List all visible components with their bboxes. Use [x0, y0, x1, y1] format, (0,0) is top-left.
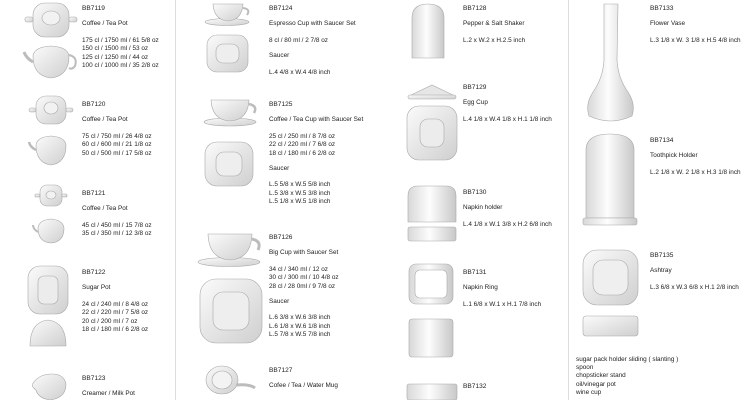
- spec-line: L.4 1/8 x W.1 3/8 x H.2 6/8 inch: [463, 220, 552, 228]
- product-code: BB7129: [463, 84, 487, 91]
- product-specs: [463, 221, 552, 229]
- product-name: Egg Cup: [463, 99, 488, 107]
- product-entry: [269, 101, 363, 207]
- note-item: oil/vinegar pot: [576, 380, 616, 388]
- spec-line: 18 cl / 180 ml / 6 2/8 oz: [82, 326, 149, 334]
- product-illustration: [407, 384, 457, 400]
- spec-line: 45 cl / 450 ml / 15 7/8 oz: [82, 221, 152, 229]
- spec-line: 34 cl / 340 ml / 12 oz: [269, 265, 328, 273]
- spec-line: L.5 3/8 x W.5 3/8 inch: [269, 189, 331, 197]
- spec-line: 18 cl / 180 ml / 6 2/8 oz: [269, 149, 336, 157]
- product-entry: [463, 269, 541, 309]
- product-code: BB7135: [650, 252, 674, 259]
- spec-line: L.5 7/8 x W.5 7/8 inch: [269, 331, 331, 339]
- product-code: BB7122: [82, 269, 106, 276]
- spec-line: 24 cl / 240 ml / 8 4/8 oz: [82, 300, 149, 308]
- product-name: Napkin Ring: [463, 284, 498, 292]
- note-item: chopsticker stand: [576, 372, 626, 380]
- product-entry: [82, 5, 159, 70]
- product-name: Flower Vase: [650, 20, 686, 28]
- teapot-illustration: [24, 3, 77, 78]
- teapot-illustration: [33, 185, 67, 243]
- product-name: Coffee / Tea Pot: [82, 20, 128, 28]
- spec-line: L.3 6/8 x W.3 6/8 x H.1 2/8 inch: [650, 283, 739, 291]
- product-name: Coffee / Tea Cup with Saucer Set: [269, 116, 364, 124]
- product-code: BB7125: [269, 101, 293, 108]
- spec-line: L.4 4/8 x W.4 4/8 inch: [269, 68, 331, 76]
- product-entry: [463, 189, 552, 229]
- spec-line: 22 cl / 220 ml / 7 5/8 oz: [82, 309, 149, 317]
- product-name: Coffee / Tea Pot: [82, 116, 128, 124]
- product-code: BB7133: [650, 5, 674, 12]
- spec-line: 35 cl / 350 ml / 12 3/8 oz: [82, 230, 152, 238]
- saucer-label: Saucer: [269, 165, 290, 173]
- creamer-illustration: [32, 374, 66, 400]
- saucer-label: Saucer: [269, 52, 290, 60]
- spec-line: 22 cl / 220 ml / 7 6/8 oz: [269, 141, 336, 149]
- product-entry: [82, 101, 152, 158]
- product-specs: [82, 301, 148, 335]
- product-entry: [269, 367, 338, 391]
- spec-line: 28 cl / 28 0ml / 9 7/8 oz: [269, 282, 336, 290]
- spec-line: 100 cl / 1000 ml / 35 2/8 oz: [82, 62, 159, 70]
- product-entry: [463, 84, 552, 124]
- saucer-specs: [269, 314, 339, 339]
- coffee-cup-illustration: [204, 100, 256, 186]
- product-name: Espresso Cup with Saucer Set: [269, 20, 356, 28]
- product-code: BB7131: [463, 269, 487, 276]
- product-code: BB7130: [463, 189, 487, 196]
- notes-list: [576, 356, 678, 397]
- product-code: BB7126: [269, 234, 293, 241]
- note-item: sugar pack holder sliding ( slanting ): [576, 356, 679, 363]
- product-name: Pepper & Salt Shaker: [463, 20, 525, 28]
- spec-line: L.2 1/8 x W. 2 1/8 x H.3 1/8 inch: [650, 168, 741, 176]
- product-name: Creamer / Milk Pot: [82, 390, 135, 398]
- spec-line: 50 cl / 500 ml / 17 5/8 oz: [82, 149, 152, 157]
- spec-line: 25 cl / 250 ml / 8 7/8 oz: [269, 132, 336, 140]
- ashtray-illustration: [583, 250, 638, 336]
- product-name: Cofee / Tea / Water Mug: [269, 382, 338, 390]
- product-entry: [650, 252, 739, 292]
- teapot-illustration: [29, 96, 73, 165]
- product-specs: [463, 37, 525, 45]
- spec-line: 30 cl / 300 ml / 10 4/8 oz: [269, 274, 339, 282]
- product-code: BB7124: [269, 5, 293, 12]
- spec-line: 150 cl / 1500 ml / 53 oz: [82, 45, 149, 53]
- product-specs: [82, 37, 159, 71]
- product-specs: [463, 116, 552, 124]
- product-specs: [269, 37, 356, 45]
- spec-line: L.5 5/8 x W.5 5/8 inch: [269, 181, 331, 189]
- spec-line: 20 cl / 200 ml / 7 oz: [82, 317, 138, 325]
- spec-line: L.4 1/8 x W.4 1/8 x H.1 1/8 inch: [463, 115, 552, 123]
- product-code: BB7134: [650, 137, 674, 144]
- product-specs: [82, 133, 152, 158]
- product-specs: [650, 169, 741, 177]
- vase-illustration: [588, 4, 634, 121]
- spec-line: L.3 1/8 x W. 3 1/8 x H.5 4/8 inch: [650, 36, 741, 44]
- egg-cup-illustration: [407, 85, 457, 160]
- product-name: Sugar Pot: [82, 284, 111, 292]
- sugar-pot-illustration: [28, 266, 68, 346]
- product-code: BB7121: [82, 190, 106, 197]
- saucer-label: Saucer: [269, 298, 290, 306]
- spec-line: 60 cl / 600 ml / 21 1/8 oz: [82, 141, 152, 149]
- product-code: BB7120: [82, 101, 106, 108]
- product-entry: [82, 190, 152, 239]
- napkin-holder-illustration: [408, 186, 456, 241]
- spec-line: 175 cl / 1750 ml / 61 5/8 oz: [82, 36, 159, 44]
- product-name: Ashtray: [650, 267, 672, 275]
- spec-line: L.1 6/8 x W.1 x H.1 7/8 inch: [463, 300, 542, 308]
- product-code: BB7127: [269, 367, 293, 374]
- product-entry: [269, 5, 356, 77]
- product-entry: [650, 137, 741, 177]
- spec-line: 75 cl / 750 ml / 26 4/8 oz: [82, 132, 152, 140]
- product-name: Big Cup with Saucer Set: [269, 249, 339, 257]
- product-entry: [650, 5, 741, 45]
- product-code: BB7123: [82, 375, 106, 382]
- product-entry: [82, 269, 148, 334]
- product-specs: [269, 133, 363, 158]
- toothpick-holder-illustration: [583, 134, 637, 225]
- product-specs: [650, 284, 739, 292]
- mug-illustration: [206, 366, 255, 394]
- note-item: spoon: [576, 364, 594, 372]
- shaker-illustration: [412, 4, 444, 58]
- spec-line: L.6 1/8 x W.6 1/8 inch: [269, 322, 331, 330]
- napkin-ring-illustration: [409, 264, 453, 357]
- spec-line: 125 cl / 1250 ml / 44 oz: [82, 53, 149, 61]
- spec-line: 8 cl / 80 ml / 2 7/8 oz: [269, 36, 328, 44]
- product-name: Napkin holder: [463, 204, 503, 212]
- saucer-specs: [269, 69, 356, 77]
- product-specs: [82, 222, 152, 239]
- spec-line: L.5 1/8 x W.5 1/8 inch: [269, 198, 331, 206]
- saucer-specs: [269, 181, 363, 206]
- product-name: Coffee / Tea Pot: [82, 205, 128, 213]
- product-specs: [463, 301, 541, 309]
- product-entry: [82, 375, 135, 399]
- product-entry: [463, 383, 486, 391]
- product-name: Toothpick Holder: [650, 152, 698, 160]
- spec-line: L.2 x W.2 x H.2.5 inch: [463, 36, 526, 44]
- spec-line: L.6 3/8 x W.6 3/8 inch: [269, 314, 331, 322]
- product-entry: [463, 5, 525, 45]
- product-code: BB7119: [82, 5, 105, 12]
- product-entry: [269, 234, 339, 340]
- product-code: BB7132: [463, 383, 487, 390]
- product-specs: [650, 37, 741, 45]
- product-specs: [269, 266, 339, 291]
- product-code: BB7128: [463, 5, 487, 12]
- espresso-cup-illustration: [205, 4, 249, 72]
- big-cup-illustration: [198, 234, 262, 343]
- note-item: wine cup: [576, 388, 602, 396]
